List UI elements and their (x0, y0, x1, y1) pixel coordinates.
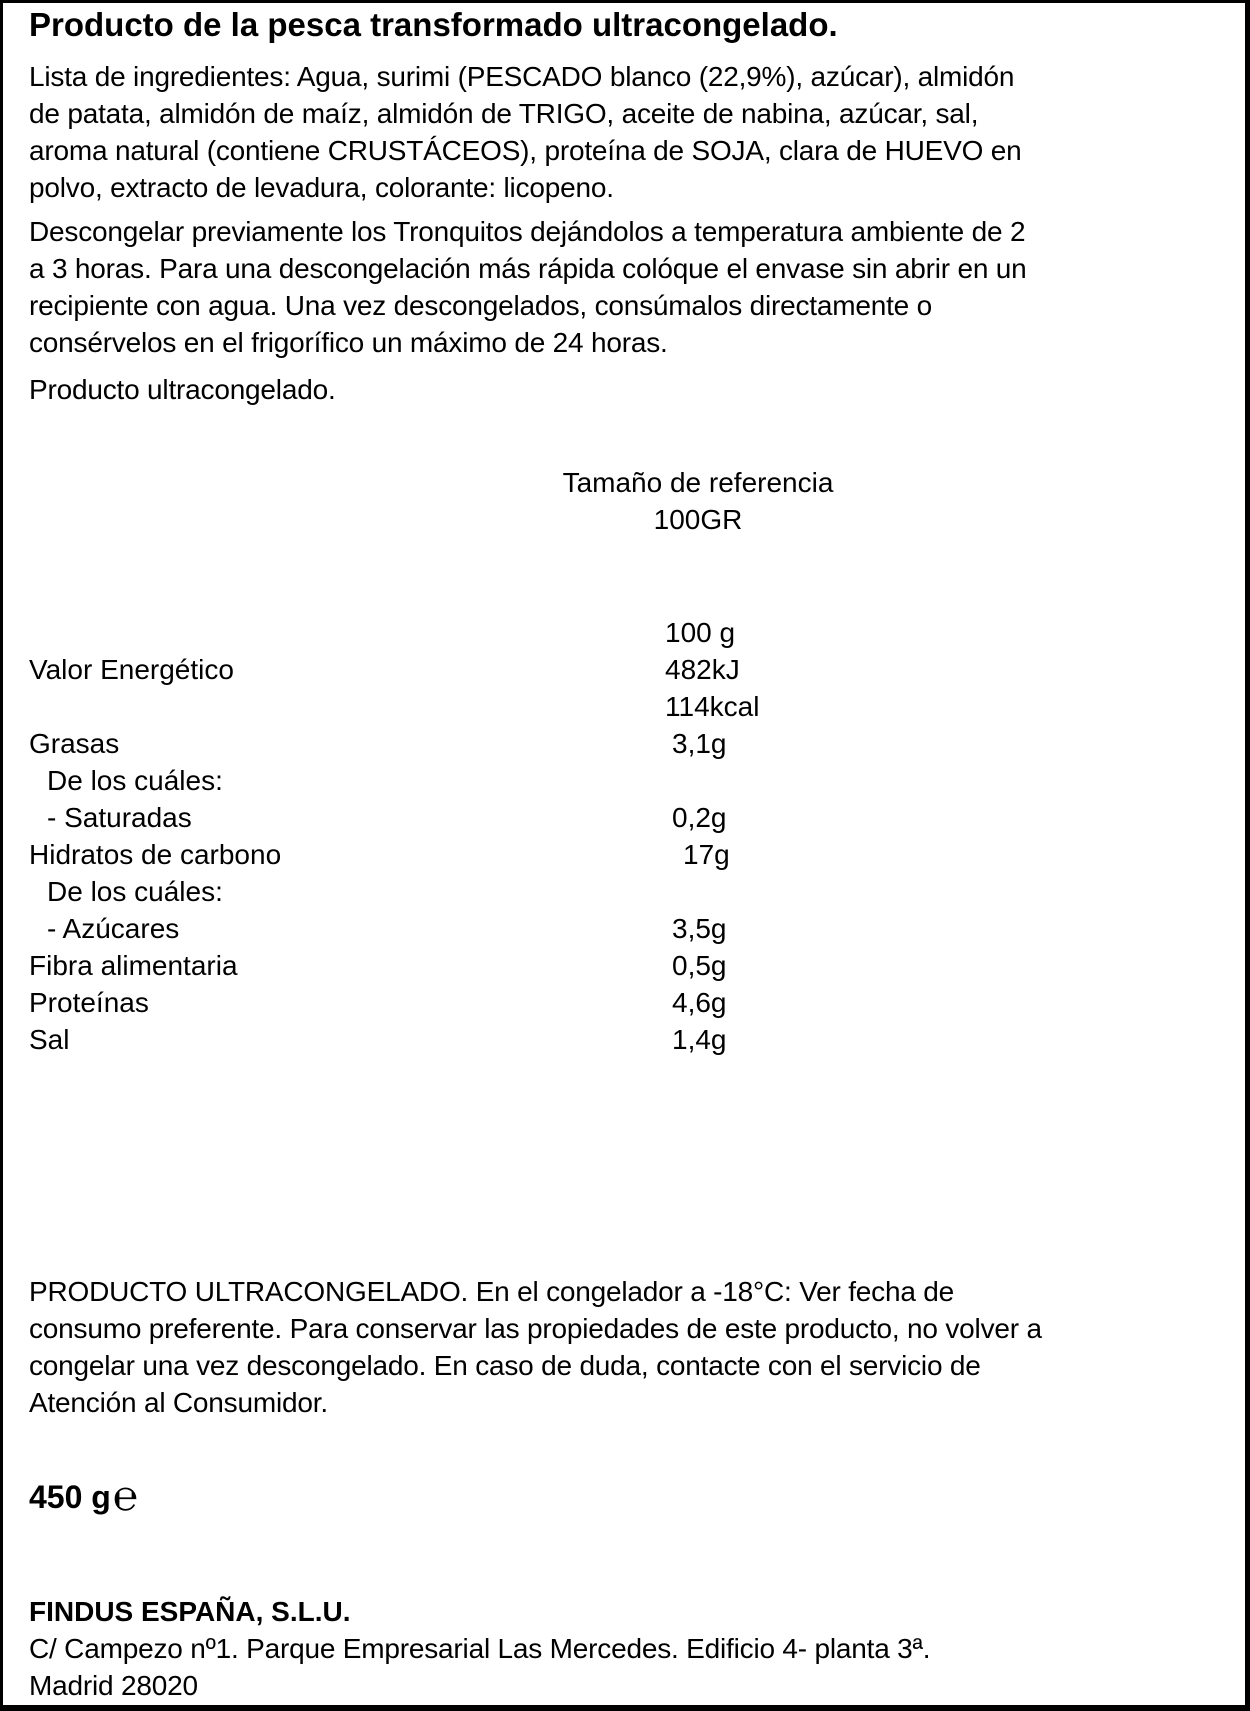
nutrient-value: 17g (683, 839, 730, 870)
ingredients-line: polvo, extracto de levadura, colorante: licopeno. (29, 172, 614, 203)
nutrition-row (29, 984, 929, 1021)
nutrient-label: De los cuáles: (47, 765, 223, 796)
nutrient-value: 3,1g (672, 728, 727, 759)
storage-line: consumo preferente. Para conservar las propiedades de este producto, no volver a (29, 1313, 1042, 1344)
estimated-sign-icon: ℮ (112, 1474, 139, 1520)
nutrition-header-row (29, 614, 929, 651)
storage-instructions (29, 1273, 1042, 1421)
nutrition-row (29, 762, 929, 799)
nutrient-label: - Saturadas (47, 802, 192, 833)
nutrient-label: De los cuáles: (47, 876, 223, 907)
product-title: Producto de la pesca transformado ultracongelado. (29, 6, 838, 43)
instructions-line: recipiente con agua. Una vez descongelados, consúmalos directamente o (29, 290, 932, 321)
nutrient-value: 0,5g (672, 950, 727, 981)
nutrition-row (29, 799, 929, 836)
nutrient-value: 1,4g (672, 1024, 727, 1055)
nutrition-row (29, 725, 929, 762)
nutrient-label: Proteínas (29, 987, 149, 1018)
nutrient-label: Hidratos de carbono (29, 839, 282, 870)
nutrition-column-header: 100 g (665, 617, 736, 648)
nutrient-value: 4,6g (672, 987, 727, 1018)
storage-line: Atención al Consumidor. (29, 1387, 328, 1418)
nutrition-row (29, 836, 929, 873)
net-weight (29, 1474, 139, 1520)
ingredients-line: Lista de ingredientes: Agua, surimi (PESCADO blanco (22,9%), azúcar), almidón (29, 61, 1015, 92)
thawing-instructions (29, 213, 1027, 361)
product-type: Producto ultracongelado. (29, 374, 336, 405)
nutrient-label: Grasas (29, 728, 120, 759)
nutrition-row (29, 873, 929, 910)
nutrition-row (29, 651, 929, 688)
net-weight-value: 450 g (29, 1479, 111, 1515)
nutrient-value: 482kJ (665, 654, 740, 685)
reference-size: 100GR (653, 504, 743, 535)
nutrient-label: Fibra alimentaria (29, 950, 238, 981)
nutrient-label: Valor Energético (29, 654, 234, 685)
nutrient-label: Sal (29, 1024, 70, 1055)
nutrition-row (29, 910, 929, 947)
storage-line: PRODUCTO ULTRACONGELADO. En el congelador a -18°C: Ver fecha de (29, 1276, 955, 1307)
company-address-line2: Madrid 28020 (29, 1670, 198, 1701)
storage-line: congelar una vez descongelado. En caso de duda, contacte con el servicio de (29, 1350, 981, 1381)
nutrient-label: - Azúcares (47, 913, 180, 944)
ingredients-line: aroma natural (contiene CRUSTÁCEOS), proteína de SOJA, clara de HUEVO en (29, 135, 1022, 166)
instructions-line: a 3 horas. Para una descongelación más rápida colóque el envase sin abrir en un (29, 253, 1027, 284)
instructions-line: Descongelar previamente los Tronquitos dejándolos a temperatura ambiente de 2 (29, 216, 1026, 247)
nutrient-value: 3,5g (672, 913, 727, 944)
company-address-line1: C/ Campezo nº1. Parque Empresarial Las Mercedes. Edificio 4- planta 3ª. (29, 1633, 931, 1664)
nutrition-row (29, 947, 929, 984)
nutrition-row (29, 1021, 929, 1058)
company-name: FINDUS ESPAÑA, S.L.U. (29, 1596, 351, 1627)
nutrition-row (29, 688, 929, 725)
ingredients-list (29, 58, 1021, 206)
ingredients-line: de patata, almidón de maíz, almidón de TRIGO, aceite de nabina, azúcar, sal, (29, 98, 979, 129)
instructions-line: consérvelos en el frigorífico un máximo de 24 horas. (29, 327, 668, 358)
nutrient-value: 114kcal (665, 691, 760, 722)
reference-heading: Tamaño de referencia (562, 467, 834, 498)
nutrient-value: 0,2g (672, 802, 727, 833)
